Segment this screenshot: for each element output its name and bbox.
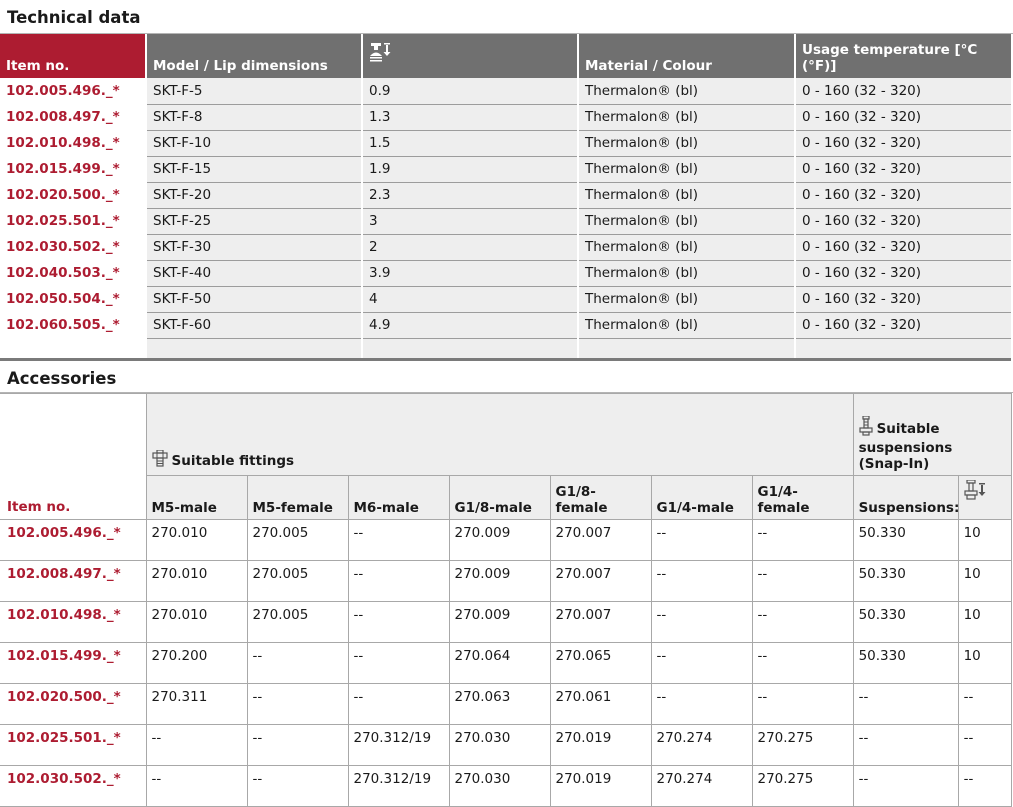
technical-row [0,286,1011,312]
technical-cell-stroke: 2 [362,234,578,260]
accessories-cell: 270.275 [752,766,853,807]
accessories-cell: 270.312/19 [348,725,449,766]
technical-header-row [0,34,1011,78]
accessories-cell-item-no: 102.020.500._* [0,684,146,725]
accessories-cell: 270.010 [146,520,247,561]
technical-cell-stroke: 3.9 [362,260,578,286]
accessories-table [0,393,1012,807]
technical-row [0,208,1011,234]
accessories-cell: -- [752,643,853,684]
technical-row [0,260,1011,286]
technical-cell-item-no: 102.060.505._* [0,312,146,338]
accessories-row [0,520,1011,561]
technical-padding-cell [362,338,578,358]
technical-cell-item-no: 102.008.497._* [0,104,146,130]
technical-cell-temperature: 0 - 160 (32 - 320) [795,286,1011,312]
technical-cell-temperature: 0 - 160 (32 - 320) [795,208,1011,234]
technical-cell-temperature: 0 - 160 (32 - 320) [795,312,1011,338]
accessories-row [0,602,1011,643]
accessories-cell: 270.030 [449,766,550,807]
technical-padding-cell [146,338,362,358]
accessories-cell: 270.274 [651,725,752,766]
accessories-cell: 270.009 [449,561,550,602]
accessories-cell: -- [651,643,752,684]
accessories-cell: 270.061 [550,684,651,725]
technical-cell-model: SKT-F-8 [146,104,362,130]
accessories-title: Accessories [0,361,1013,393]
technical-cell-temperature: 0 - 160 (32 - 320) [795,104,1011,130]
accessories-cell-item-no: 102.005.496._* [0,520,146,561]
accessories-cell: -- [752,684,853,725]
suspension-stroke-icon [964,480,988,506]
technical-row [0,104,1011,130]
fittings-group-header [146,394,853,476]
technical-cell-temperature: 0 - 160 (32 - 320) [795,234,1011,260]
accessories-cell: -- [348,602,449,643]
header-temperature: Usage temperature [°C (°F)] [795,34,1011,78]
accessories-cell: 50.330 [853,643,958,684]
technical-padding-cell [578,338,795,358]
col-suspensions: Suspensions: [853,476,958,520]
accessories-row [0,643,1011,684]
technical-padding-cell [0,338,146,358]
technical-cell-item-no: 102.025.501._* [0,208,146,234]
technical-padding-row [0,338,1011,358]
accessories-cell: -- [146,766,247,807]
accessories-cell: -- [853,684,958,725]
suspensions-group-label: Suitable suspensions (Snap-In) [858,421,953,472]
accessories-cell: 50.330 [853,520,958,561]
technical-cell-material: Thermalon® (bl) [578,130,795,156]
suspensions-group-header [853,394,1011,476]
suspension-icon [859,416,873,440]
col-g18-male: G1/8-male [449,476,550,520]
accessories-cell: 270.005 [247,561,348,602]
technical-cell-stroke: 2.3 [362,182,578,208]
accessories-cell: -- [651,684,752,725]
accessories-row [0,561,1011,602]
accessories-cell: -- [853,766,958,807]
technical-row [0,130,1011,156]
accessories-cell: 270.007 [550,561,651,602]
accessories-cell: 270.030 [449,725,550,766]
accessories-cell: 270.009 [449,602,550,643]
accessories-cell: -- [958,725,1011,766]
technical-cell-model: SKT-F-60 [146,312,362,338]
technical-cell-stroke: 1.5 [362,130,578,156]
accessories-cell: -- [958,684,1011,725]
technical-cell-item-no: 102.010.498._* [0,130,146,156]
technical-cell-material: Thermalon® (bl) [578,156,795,182]
accessories-cell-item-no: 102.015.499._* [0,643,146,684]
technical-row [0,156,1011,182]
technical-cell-material: Thermalon® (bl) [578,260,795,286]
accessories-column-row [0,476,1011,520]
accessories-cell: -- [651,602,752,643]
fittings-group-label: Suitable fittings [171,453,295,469]
accessories-cell: 270.007 [550,520,651,561]
technical-row [0,182,1011,208]
accessories-cell: 270.005 [247,520,348,561]
accessories-cell: -- [752,602,853,643]
technical-cell-material: Thermalon® (bl) [578,182,795,208]
accessories-row [0,725,1011,766]
accessories-cell: 270.064 [449,643,550,684]
accessories-cell: -- [146,725,247,766]
technical-cell-item-no: 102.015.499._* [0,156,146,182]
accessories-cell: 270.019 [550,725,651,766]
technical-cell-stroke: 1.9 [362,156,578,182]
accessories-cell-item-no: 102.030.502._* [0,766,146,807]
technical-cell-stroke: 4.9 [362,312,578,338]
header-item-no: Item no. [0,34,146,78]
accessories-row [0,684,1011,725]
accessories-cell: 10 [958,643,1011,684]
col-g14-male: G1/4-male [651,476,752,520]
accessories-cell: -- [853,725,958,766]
accessories-cell-item-no: 102.025.501._* [0,725,146,766]
col-m6-male: M6-male [348,476,449,520]
accessories-cell: -- [752,561,853,602]
accessories-cell: -- [651,520,752,561]
accessories-cell: -- [348,643,449,684]
accessories-cell: 50.330 [853,561,958,602]
accessories-cell: -- [958,766,1011,807]
accessories-cell-item-no: 102.008.497._* [0,561,146,602]
technical-data-title: Technical data [0,0,1013,34]
technical-cell-model: SKT-F-15 [146,156,362,182]
col-g14-female: G1/4-female [752,476,853,520]
header-material: Material / Colour [578,34,795,78]
col-m5-female: M5-female [247,476,348,520]
accessories-cell: 10 [958,561,1011,602]
accessories-cell: 10 [958,520,1011,561]
technical-cell-item-no: 102.030.502._* [0,234,146,260]
accessories-cell: 270.007 [550,602,651,643]
accessories-cell: -- [247,643,348,684]
suction-cup-stroke-icon [369,40,393,68]
accessories-cell: 270.065 [550,643,651,684]
accessories-cell: -- [247,766,348,807]
accessories-cell: 50.330 [853,602,958,643]
technical-row [0,312,1011,338]
technical-cell-temperature: 0 - 160 (32 - 320) [795,156,1011,182]
accessories-cell: 270.311 [146,684,247,725]
accessories-cell: 10 [958,602,1011,643]
technical-cell-model: SKT-F-50 [146,286,362,312]
technical-cell-model: SKT-F-10 [146,130,362,156]
accessories-cell: 270.010 [146,561,247,602]
accessories-cell-item-no: 102.010.498._* [0,602,146,643]
technical-cell-model: SKT-F-30 [146,234,362,260]
technical-cell-stroke: 1.3 [362,104,578,130]
technical-padding-cell [795,338,1011,358]
technical-row [0,78,1011,104]
header-model: Model / Lip dimensions [146,34,362,78]
technical-cell-item-no: 102.050.504._* [0,286,146,312]
technical-cell-material: Thermalon® (bl) [578,234,795,260]
accessories-header-item-no: Item no. [0,394,146,520]
technical-cell-stroke: 0.9 [362,78,578,104]
technical-cell-item-no: 102.040.503._* [0,260,146,286]
technical-cell-material: Thermalon® (bl) [578,208,795,234]
col-suspension-stroke [958,476,1011,520]
technical-cell-stroke: 4 [362,286,578,312]
accessories-row [0,766,1011,807]
accessories-cell: -- [247,684,348,725]
technical-cell-temperature: 0 - 160 (32 - 320) [795,130,1011,156]
fitting-icon [152,450,168,472]
technical-cell-temperature: 0 - 160 (32 - 320) [795,182,1011,208]
accessories-cell: 270.005 [247,602,348,643]
accessories-cell: 270.063 [449,684,550,725]
accessories-group-row [0,394,1011,476]
accessories-cell: 270.200 [146,643,247,684]
col-g18-female: G1/8-female [550,476,651,520]
accessories-cell: 270.009 [449,520,550,561]
accessories-cell: -- [348,561,449,602]
technical-cell-stroke: 3 [362,208,578,234]
technical-cell-model: SKT-F-25 [146,208,362,234]
technical-cell-item-no: 102.005.496._* [0,78,146,104]
accessories-cell: 270.275 [752,725,853,766]
accessories-cell: -- [348,520,449,561]
technical-row [0,234,1011,260]
col-m5-male: M5-male [146,476,247,520]
technical-cell-temperature: 0 - 160 (32 - 320) [795,78,1011,104]
technical-cell-item-no: 102.020.500._* [0,182,146,208]
technical-cell-material: Thermalon® (bl) [578,286,795,312]
technical-data-table [0,34,1011,358]
technical-cell-model: SKT-F-40 [146,260,362,286]
accessories-cell: -- [348,684,449,725]
accessories-cell: -- [247,725,348,766]
accessories-cell: 270.019 [550,766,651,807]
technical-cell-material: Thermalon® (bl) [578,312,795,338]
header-stroke [362,34,578,78]
accessories-cell: 270.010 [146,602,247,643]
technical-cell-temperature: 0 - 160 (32 - 320) [795,260,1011,286]
accessories-cell: 270.274 [651,766,752,807]
accessories-cell: 270.312/19 [348,766,449,807]
accessories-cell: -- [752,520,853,561]
technical-cell-model: SKT-F-5 [146,78,362,104]
accessories-cell: -- [651,561,752,602]
technical-cell-material: Thermalon® (bl) [578,78,795,104]
technical-cell-material: Thermalon® (bl) [578,104,795,130]
technical-cell-model: SKT-F-20 [146,182,362,208]
